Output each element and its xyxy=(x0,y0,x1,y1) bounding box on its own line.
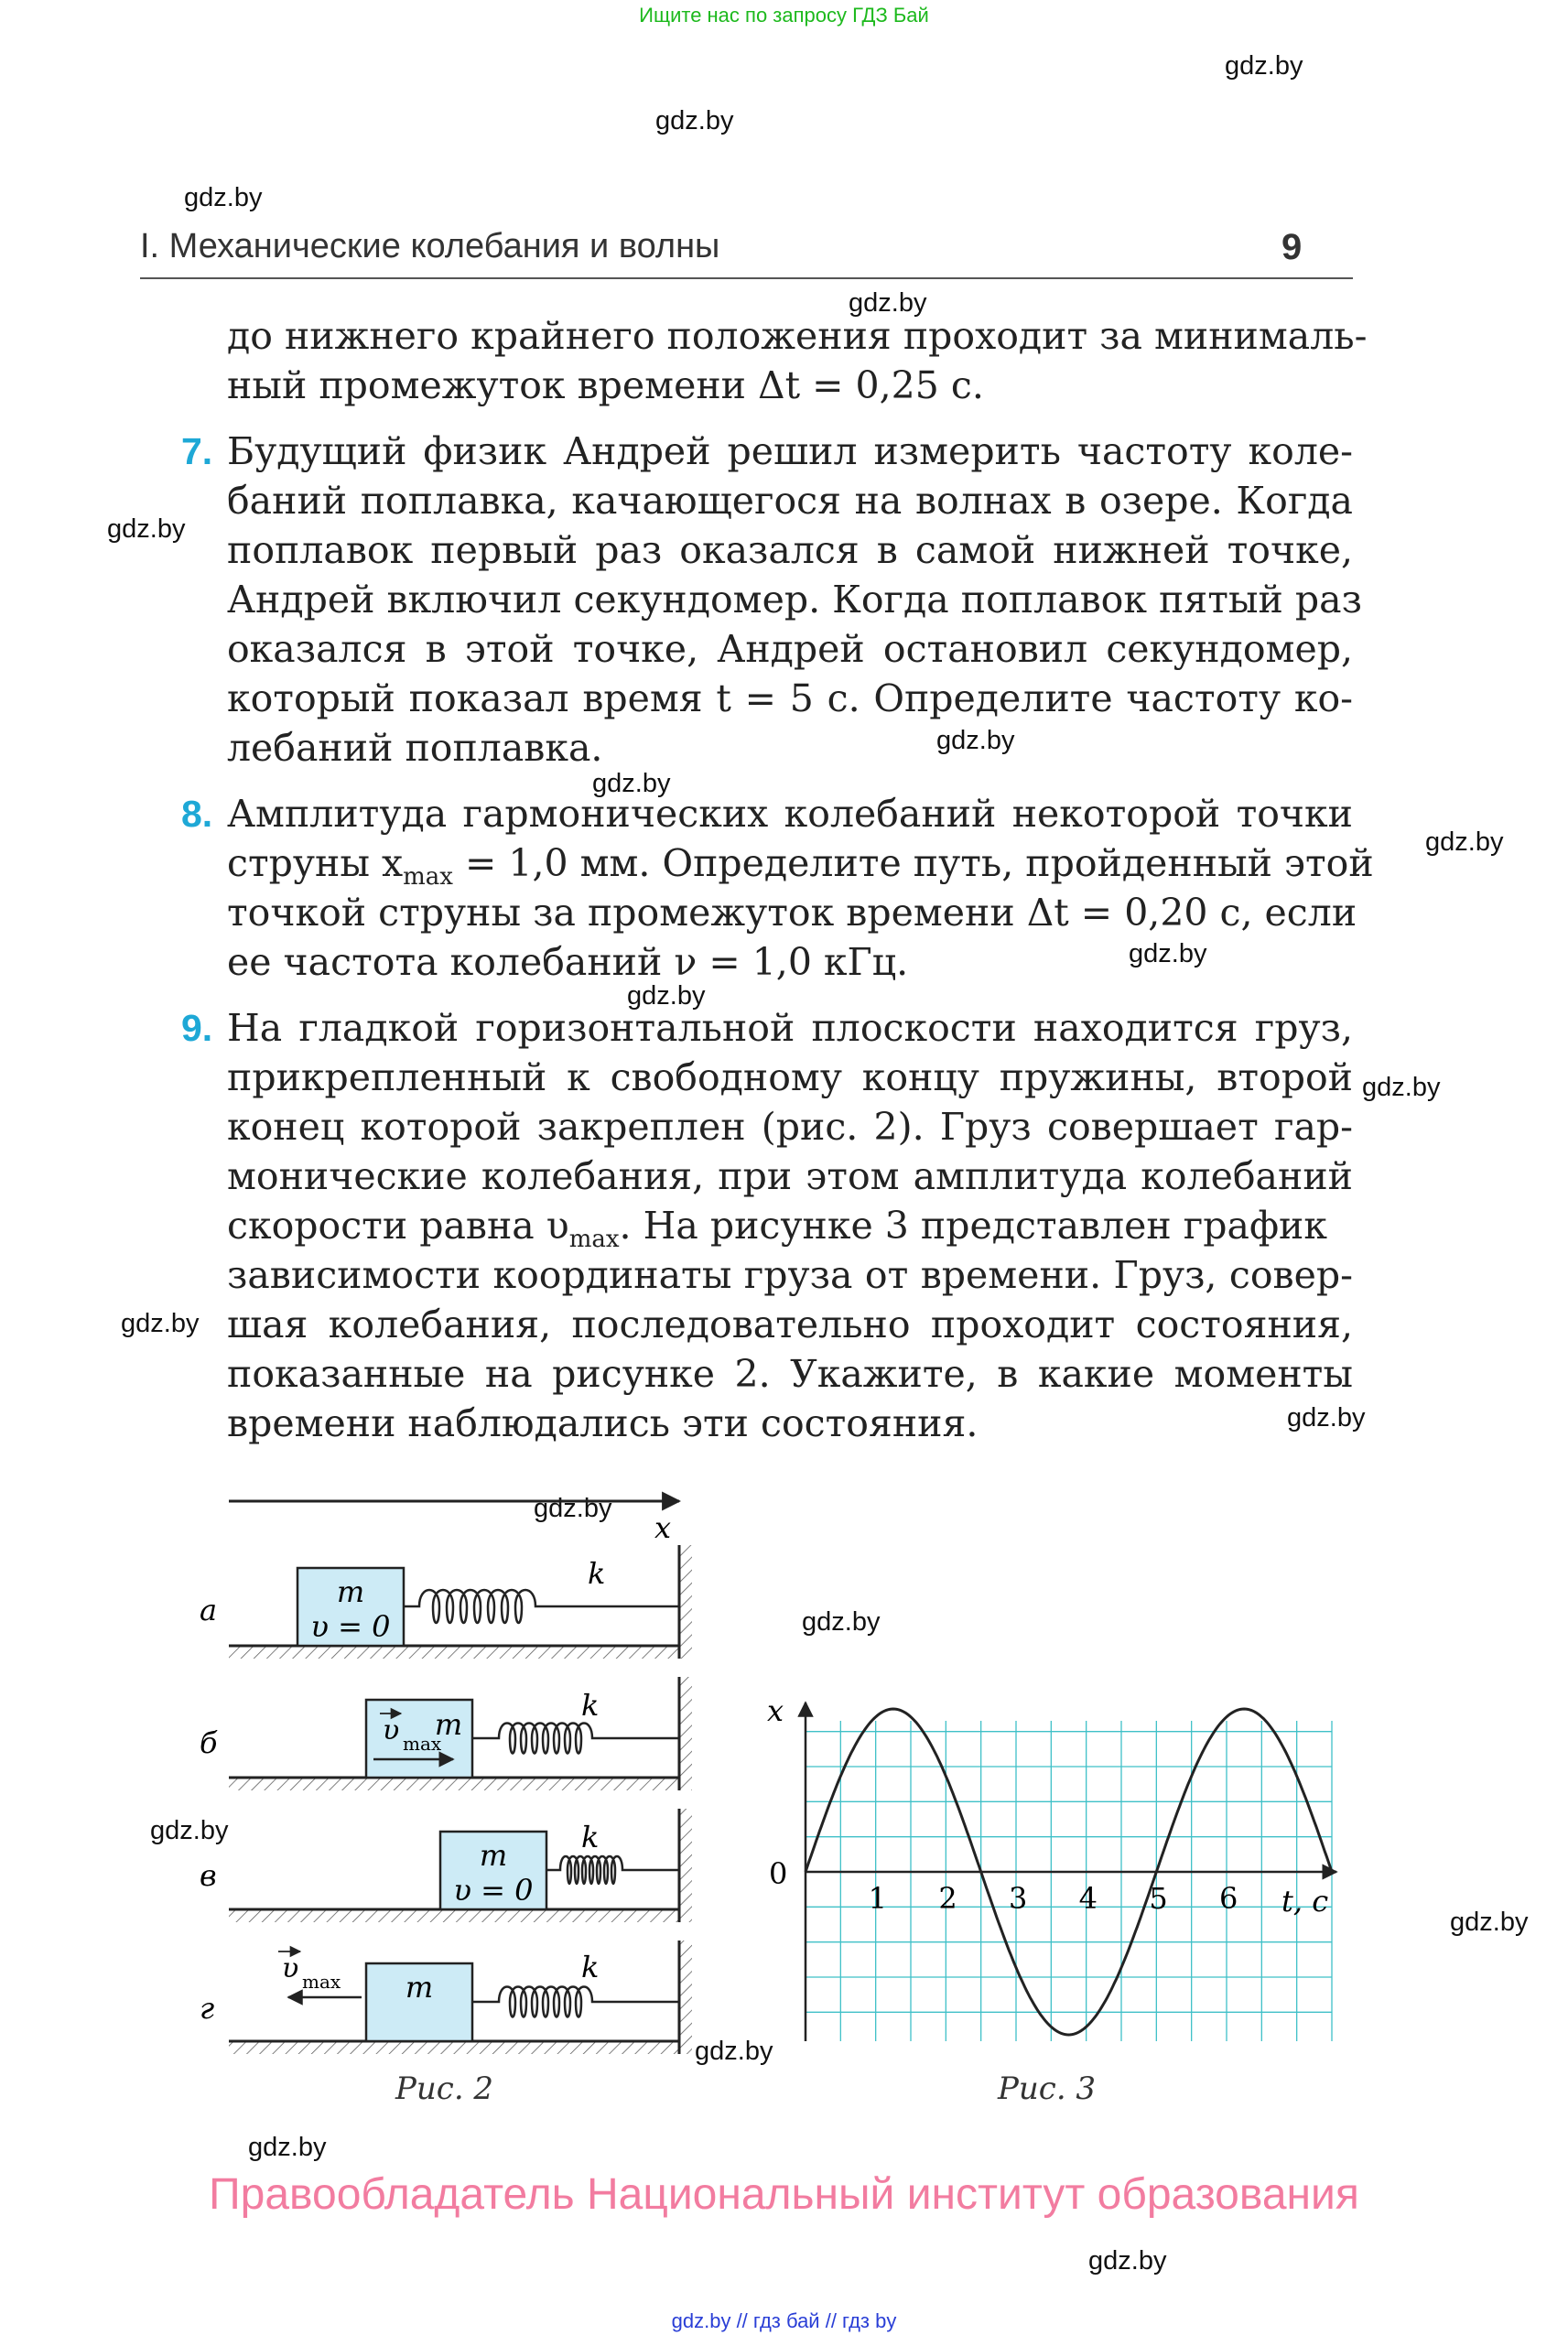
watermark: gdz.by xyxy=(150,1816,229,1845)
watermark: gdz.by xyxy=(121,1309,200,1338)
x-tick-label: 3 xyxy=(1009,1881,1028,1916)
text-line: зависимости координаты груза от времени. Груз, совер- xyxy=(227,1253,1353,1297)
spring xyxy=(404,1590,679,1623)
text-fragment: струны x xyxy=(227,841,404,885)
watermark: gdz.by xyxy=(1425,827,1504,857)
text-line: времени наблюдались эти состояния. xyxy=(227,1401,979,1445)
problem-number: 9. xyxy=(181,1007,213,1049)
floor-hatch xyxy=(229,1646,679,1659)
header-divider xyxy=(140,277,1353,279)
text-line: ный промежуток времени Δt = 0,25 с. xyxy=(227,363,984,407)
watermark: gdz.by xyxy=(248,2133,327,2162)
watermark: gdz.by xyxy=(1287,1403,1366,1432)
spring-label: k xyxy=(581,1688,600,1723)
x-axis-label: t, с xyxy=(1281,1884,1329,1919)
velocity-zero-label: υ = 0 xyxy=(453,1873,534,1908)
text-fragment: . На рисунке 3 представлен график xyxy=(619,1204,1328,1248)
text-line: поплавок первый раз оказался в самой нижней точке, xyxy=(227,528,1353,572)
text-line: прикрепленный к свободному концу пружины, второй xyxy=(227,1055,1353,1099)
mass-label: m xyxy=(336,1574,365,1609)
text-line: монические колебания, при этом амплитуда колебаний xyxy=(227,1154,1353,1198)
text-line: до нижнего крайнего положения проходит за минималь- xyxy=(227,314,1368,358)
text-fragment: скорости равна υ xyxy=(227,1204,569,1248)
mass-label: m xyxy=(434,1707,463,1742)
floor-hatch xyxy=(229,1778,679,1790)
origin-label: 0 xyxy=(769,1856,788,1891)
wall-hatch xyxy=(679,1809,692,1922)
watermark: gdz.by xyxy=(936,726,1015,755)
watermark: gdz.by xyxy=(1450,1908,1529,1937)
x-tick-label: 1 xyxy=(868,1881,888,1916)
text-line: баний поплавка, качающегося на волнах в озере. Когда xyxy=(227,479,1353,523)
copyright-notice: Правообладатель Национальный институт образования xyxy=(209,2170,1359,2219)
subscript: max xyxy=(403,863,453,892)
spring-label: k xyxy=(581,1950,600,1984)
watermark: gdz.by xyxy=(655,106,734,135)
text-line: Амплитуда гармонических колебаний некоторой точки xyxy=(227,792,1353,836)
x-tick-labels xyxy=(869,1881,1238,1916)
page-number: 9 xyxy=(1281,227,1303,267)
row-label: г xyxy=(200,1991,215,2026)
state-v xyxy=(200,1809,692,1922)
section-title: I. Механические колебания и волны xyxy=(140,227,720,265)
y-axis-label: x xyxy=(767,1693,784,1728)
spring-label: k xyxy=(581,1820,600,1854)
floor-hatch xyxy=(229,1909,679,1922)
watermark: gdz.by xyxy=(1362,1073,1441,1102)
x-tick-label: 6 xyxy=(1219,1881,1238,1916)
floor-hatch xyxy=(229,2041,679,2054)
problem-number: 7. xyxy=(181,430,213,472)
subscript: max xyxy=(568,1226,620,1254)
watermark: gdz.by xyxy=(592,769,671,798)
spring xyxy=(472,1987,679,2017)
watermark: gdz.by xyxy=(802,1607,881,1637)
watermark: gdz.by xyxy=(184,183,263,212)
watermark: gdz.by xyxy=(1225,51,1303,81)
footer-links: gdz.by // гдз бай // гдз by xyxy=(671,2309,897,2332)
text-line: конец которой закреплен (рис. 2). Груз совершает гар- xyxy=(227,1105,1353,1149)
text-line: Будущий физик Андрей решил измерить частоту коле- xyxy=(227,429,1353,473)
text-fragment: = 1,0 мм. Определите путь, пройденный этой xyxy=(452,841,1374,885)
text-line: который показал время t = 5 с. Определите частоту ко- xyxy=(227,676,1353,720)
watermark: gdz.by xyxy=(627,981,706,1011)
text-line: ее частота колебаний ν = 1,0 кГц. xyxy=(227,940,909,984)
mass-label: m xyxy=(479,1838,508,1873)
state-g xyxy=(200,1941,692,2054)
watermark: gdz.by xyxy=(849,288,927,318)
watermark: gdz.by xyxy=(1088,2246,1167,2276)
x-tick-label: 4 xyxy=(1078,1881,1098,1916)
spring-label: k xyxy=(588,1556,606,1591)
spring xyxy=(546,1856,679,1884)
problem-number: 8. xyxy=(181,793,213,835)
x-tick-label: 2 xyxy=(938,1881,957,1916)
row-label: а xyxy=(200,1593,218,1627)
velocity-subscript: max xyxy=(302,1971,341,1993)
figure-2 xyxy=(183,1483,714,2060)
watermark: gdz.by xyxy=(1129,939,1207,968)
watermark: gdz.by xyxy=(107,514,186,544)
figure-3-caption: Рис. 3 xyxy=(998,2070,1097,2107)
velocity-subscript: max xyxy=(403,1733,442,1755)
figure-3-chart xyxy=(751,1675,1355,2078)
text-line: шая колебания, последовательно проходит состояния, xyxy=(227,1303,1353,1346)
watermark: gdz.by xyxy=(695,2037,773,2066)
text-line: оказался в этой точке, Андрей остановил секундомер, xyxy=(227,627,1353,671)
velocity-label: υ xyxy=(282,1952,299,1984)
row-label: б xyxy=(200,1725,218,1760)
text-line: точкой струны за промежуток времени Δt = 0,20 с, если xyxy=(227,891,1357,935)
wall-hatch xyxy=(679,1677,692,1790)
x-axis-label: x xyxy=(654,1510,672,1545)
figure-2-caption: Рис. 2 xyxy=(395,2070,494,2107)
watermark: gdz.by xyxy=(534,1494,612,1523)
top-search-note: Ищите нас по запросу ГДЗ Бай xyxy=(639,4,929,27)
row-label: в xyxy=(200,1858,217,1893)
wall-hatch xyxy=(679,1941,692,2054)
state-a xyxy=(200,1545,692,1659)
wall-hatch xyxy=(679,1545,692,1659)
mass-label: m xyxy=(405,1970,434,2005)
text-line: Андрей включил секундомер. Когда поплавок пятый раз xyxy=(227,578,1362,622)
state-b xyxy=(200,1677,692,1790)
text-line: лебаний поплавка. xyxy=(227,726,603,770)
x-tick-label: 5 xyxy=(1149,1881,1168,1916)
velocity-zero-label: υ = 0 xyxy=(310,1609,391,1644)
text-line: На гладкой горизонтальной плоскости находится груз, xyxy=(227,1006,1353,1050)
spring xyxy=(472,1724,679,1754)
velocity-label: υ xyxy=(383,1714,400,1746)
text-line: показанные на рисунке 2. Укажите, в какие моменты xyxy=(227,1352,1353,1396)
